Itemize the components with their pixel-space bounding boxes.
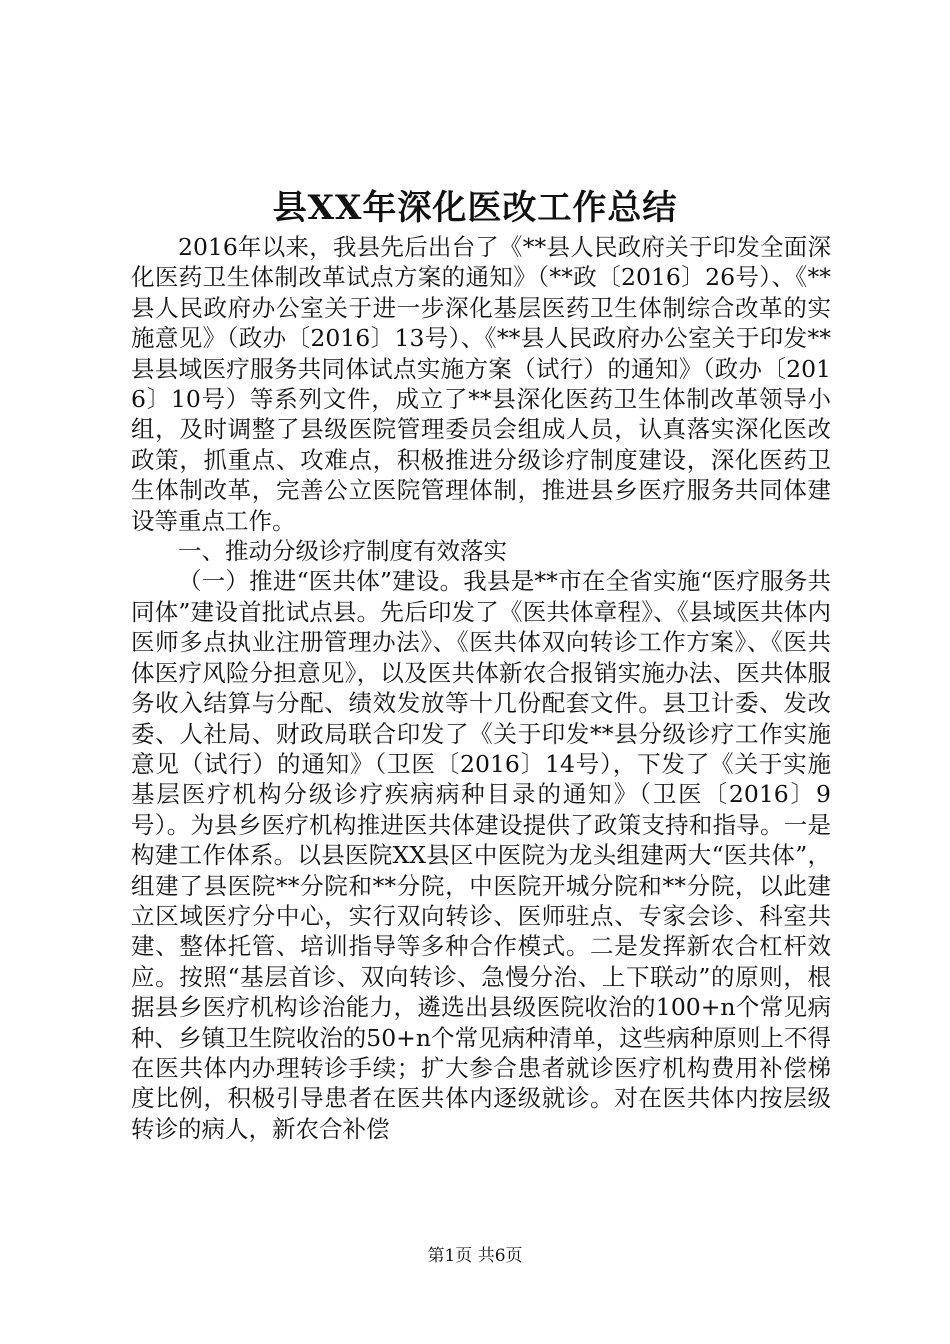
page-footer: 第1页 共6页 <box>427 1246 523 1266</box>
section-heading: 一、推动分级诊疗制度有效落实 <box>178 537 507 566</box>
document-body <box>131 232 831 1144</box>
document-title: 县XX年深化医改工作总结 <box>272 188 678 228</box>
paragraph-medical-community: （一）推进“医共体”建设。我县是**市在全省实施“医疗服务共同体”建设首批试点县。先后印发了《医共体章程》、《县域医共体内医师多点执业注册管理办法》、《医共体双向转诊工作方案》、《医共体医疗风险分担意见》，以及医共体新农合报销实施办法、医共体服务收入结算与分配、绩效发放等十几份配套文件。县卫计委、发改委、人社局、财政局联合印发了《关于印发**县分级诊疗工作实施意见（试行）的通知》（卫医〔2016〕14号），下发了《关于实施基层医疗机构分级诊疗疾病病种目录的通知》（卫医〔2016〕9号）。为县乡医疗机构推进医共体建设提供了政策支持和指导。一是构建工作体系。以县医院XX县区中医院为龙头组建两大“医共体”，组建了县医院**分院和**分院，中医院开城分院和**分院，以此建立区域医疗分中心，实行双向转诊、医师驻点、专家会诊、科室共建、整体托管、培训指导等多种合作模式。二是发挥新农合杠杆效应。按照“基层首诊、双向转诊、急慢分治、上下联动”的原则，根据县乡医疗机构诊治能力，遴选出县级医院收治的100+n个常见病种、乡镇卫生院收治的50+n个常见病种清单，这些病种原则上不得在医共体内办理转诊手续；扩大参合患者就诊医疗机构费用补偿梯度比例，积极引导患者在医共体内逐级就诊。对在医共体内按层级转诊的病人，新农合补偿 <box>131 567 831 1143</box>
paragraph-intro: 2016年以来，我县先后出台了《**县人民政府关于印发全面深化医药卫生体制改革试点方案的通知》（**政〔2016〕26号）、《**县人民政府办公室关于进一步深化基层医药卫生体制综合改革的实施意见》（政办〔2016〕13号）、《**县人民政府办公室关于印发**县县域医疗服务共同体试点实施方案（试行）的通知》（政办〔2016〕10号）等系列文件，成立了**县深化医药卫生体制改革领导小组，及时调整了县级医院管理委员会组成人员，认真落实深化医改政策，抓重点、攻难点，积极推进分级诊疗制度建设，深化医药卫生体制改革，完善公立医院管理体制，推进县乡医疗服务共同体建设等重点工作。 <box>131 233 831 535</box>
